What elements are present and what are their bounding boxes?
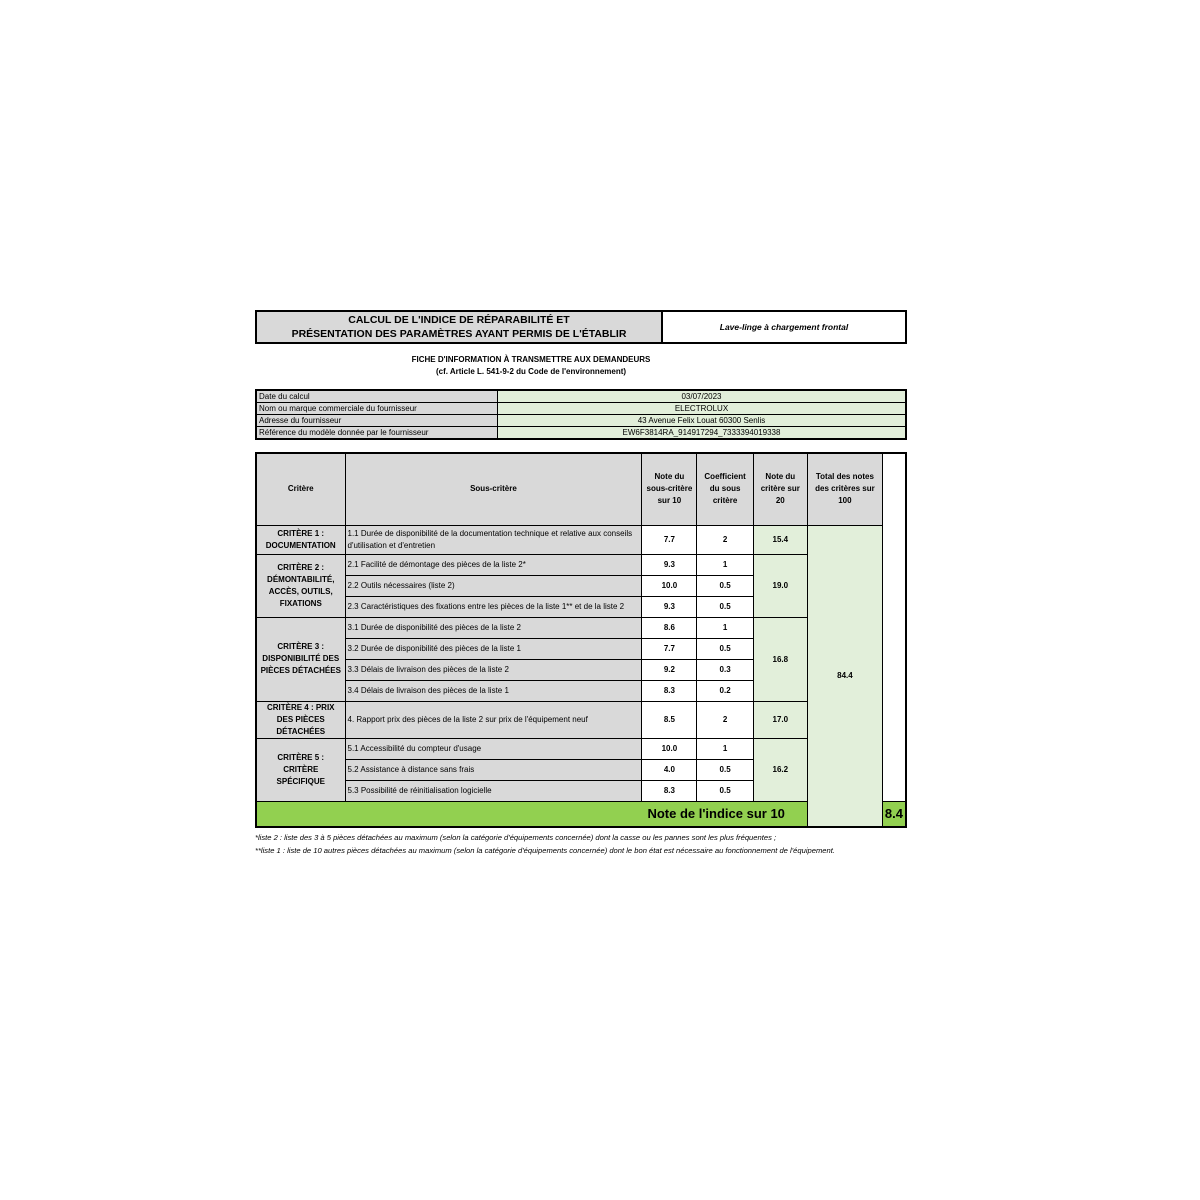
subcriterion-coef: 0.2 bbox=[697, 680, 753, 701]
subcriterion-label: 5.2 Assistance à distance sans frais bbox=[345, 759, 642, 780]
criterion-5-note: 16.2 bbox=[753, 738, 807, 801]
subcriterion-coef: 2 bbox=[697, 525, 753, 554]
criterion-2-note: 19.0 bbox=[753, 554, 807, 617]
table-row bbox=[256, 525, 906, 554]
info-label: Référence du modèle donnée par le fournisseur bbox=[256, 427, 498, 440]
info-label: Date du calcul bbox=[256, 390, 498, 403]
info-row bbox=[256, 415, 906, 427]
info-row bbox=[256, 390, 906, 403]
table-header-row bbox=[256, 453, 906, 525]
header bbox=[255, 310, 907, 344]
subcriterion-coef: 1 bbox=[697, 617, 753, 638]
criterion-4-note: 17.0 bbox=[753, 701, 807, 738]
subcriterion-label: 4. Rapport prix des pièces de la liste 2 sur prix de l'équipement neuf bbox=[345, 701, 642, 738]
info-row bbox=[256, 427, 906, 440]
subtitle bbox=[155, 354, 907, 378]
equipment-type: Lave-linge à chargement frontal bbox=[719, 322, 849, 332]
subcriterion-note: 8.6 bbox=[642, 617, 697, 638]
footnote-liste-1: **liste 1 : liste de 10 autres pièces détachées au maximum (selon la catégorie d'équipements concernée) dont le bon état est nécessaire au fonctionnement de l'équipement. bbox=[255, 845, 835, 855]
final-score-value: 8.4 bbox=[882, 801, 906, 827]
subcriterion-label: 2.1 Facilité de démontage des pièces de la liste 2* bbox=[345, 554, 642, 575]
subcriterion-label: 2.3 Caractéristiques des fixations entre les pièces de la liste 1** et de la liste 2 bbox=[345, 596, 642, 617]
header-total: Total des notes des critères sur 100 bbox=[807, 453, 882, 525]
subcriterion-label: 3.4 Délais de livraison des pièces de la liste 1 bbox=[345, 680, 642, 701]
header-title-line1: CALCUL DE L'INDICE DE RÉPARABILITÉ ET bbox=[348, 314, 570, 326]
subcriterion-coef: 0.5 bbox=[697, 759, 753, 780]
criterion-1-name: CRITÈRE 1 : DOCUMENTATION bbox=[256, 525, 345, 554]
repairability-sheet bbox=[255, 310, 907, 857]
subcriterion-note: 7.7 bbox=[642, 638, 697, 659]
info-value: ELECTROLUX bbox=[498, 403, 907, 415]
header-critere: Critère bbox=[256, 453, 345, 525]
info-label: Adresse du fournisseur bbox=[256, 415, 498, 427]
subcriterion-label: 1.1 Durée de disponibilité de la documentation technique et relative aux conseils d'utilisation et d'entretien bbox=[345, 525, 642, 554]
subtitle-line1: FICHE D'INFORMATION À TRANSMETTRE AUX DEMANDEURS bbox=[411, 355, 651, 364]
header-sous-critere: Sous-critère bbox=[345, 453, 642, 525]
subcriterion-coef: 0.5 bbox=[697, 780, 753, 801]
header-title bbox=[257, 312, 663, 342]
criterion-2-name: CRITÈRE 2 : DÉMONTABILITÉ, ACCÈS, OUTILS, FIXATIONS bbox=[256, 554, 345, 617]
footnotes bbox=[255, 831, 895, 857]
info-table bbox=[255, 389, 907, 440]
subcriterion-coef: 1 bbox=[697, 554, 753, 575]
subcriterion-note: 8.5 bbox=[642, 701, 697, 738]
info-value: 03/07/2023 bbox=[498, 390, 907, 403]
subcriterion-note: 10.0 bbox=[642, 738, 697, 759]
criterion-4-name: CRITÈRE 4 : PRIX DES PIÈCES DÉTACHÉES bbox=[256, 701, 345, 738]
subcriterion-note: 7.7 bbox=[642, 525, 697, 554]
header-note-crit: Note du critère sur 20 bbox=[753, 453, 807, 525]
info-label: Nom ou marque commerciale du fournisseur bbox=[256, 403, 498, 415]
final-score-label: Note de l'indice sur 10 bbox=[256, 801, 807, 827]
header-coef: Coefficient du sous critère bbox=[697, 453, 753, 525]
subcriterion-label: 5.3 Possibilité de réinitialisation logicielle bbox=[345, 780, 642, 801]
subcriterion-note: 9.2 bbox=[642, 659, 697, 680]
subcriterion-note: 8.3 bbox=[642, 680, 697, 701]
subcriterion-coef: 0.3 bbox=[697, 659, 753, 680]
subcriterion-label: 5.1 Accessibilité du compteur d'usage bbox=[345, 738, 642, 759]
criteria-table bbox=[255, 452, 907, 828]
criterion-1-note: 15.4 bbox=[753, 525, 807, 554]
info-value: 43 Avenue Felix Louat 60300 Senlis bbox=[498, 415, 907, 427]
subcriterion-label: 3.1 Durée de disponibilité des pièces de la liste 2 bbox=[345, 617, 642, 638]
info-row bbox=[256, 403, 906, 415]
subcriterion-coef: 0.5 bbox=[697, 638, 753, 659]
info-value: EW6F3814RA_914917294_7333394019338 bbox=[498, 427, 907, 440]
subcriterion-coef: 0.5 bbox=[697, 575, 753, 596]
subcriterion-note: 10.0 bbox=[642, 575, 697, 596]
header-note-sous: Note du sous-critère sur 10 bbox=[642, 453, 697, 525]
subcriterion-note: 8.3 bbox=[642, 780, 697, 801]
footnote-liste-2: *liste 2 : liste des 3 à 5 pièces détachées au maximum (selon la catégorie d'équipements concernée) dont la casse ou les pannes sont les plus fréquentes ; bbox=[255, 832, 777, 842]
subcriterion-coef: 2 bbox=[697, 701, 753, 738]
subcriterion-note: 4.0 bbox=[642, 759, 697, 780]
total-100: 84.4 bbox=[807, 525, 882, 827]
subcriterion-note: 9.3 bbox=[642, 554, 697, 575]
criterion-3-name: CRITÈRE 3 : DISPONIBILITÉ DES PIÈCES DÉTACHÉES bbox=[256, 617, 345, 701]
criterion-5-name: CRITÈRE 5 : CRITÈRE SPÉCIFIQUE bbox=[256, 738, 345, 801]
subtitle-line2: (cf. Article L. 541-9-2 du Code de l'environnement) bbox=[435, 367, 627, 376]
subcriterion-label: 3.2 Durée de disponibilité des pièces de la liste 1 bbox=[345, 638, 642, 659]
subcriterion-coef: 1 bbox=[697, 738, 753, 759]
subcriterion-note: 9.3 bbox=[642, 596, 697, 617]
subcriterion-label: 2.2 Outils nécessaires (liste 2) bbox=[345, 575, 642, 596]
header-title-line2: PRÉSENTATION DES PARAMÈTRES AYANT PERMIS DE L'ÉTABLIR bbox=[291, 328, 627, 340]
subcriterion-coef: 0.5 bbox=[697, 596, 753, 617]
subcriterion-label: 3.3 Délais de livraison des pièces de la liste 2 bbox=[345, 659, 642, 680]
criterion-3-note: 16.8 bbox=[753, 617, 807, 701]
